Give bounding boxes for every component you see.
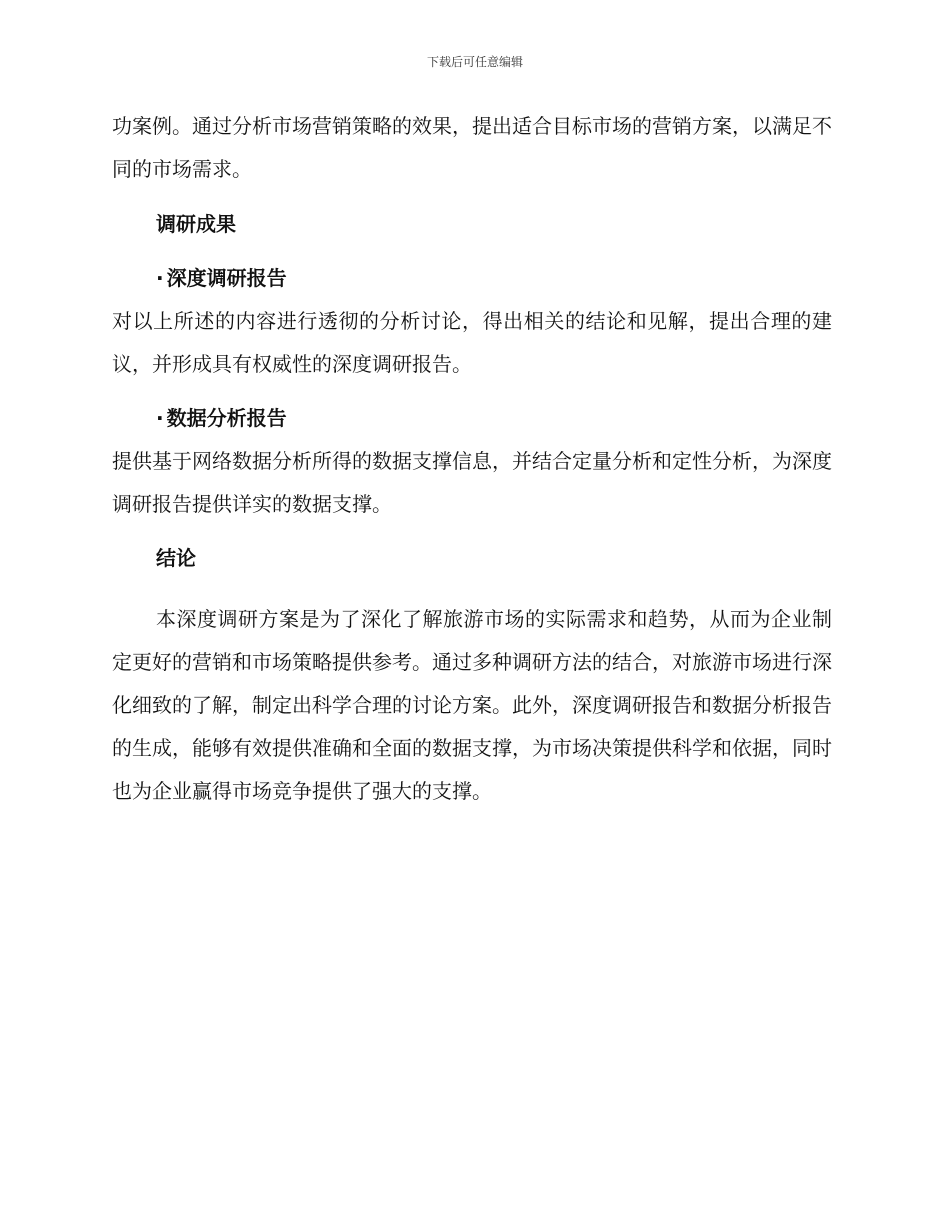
bullet-dot-icon: · bbox=[156, 266, 164, 290]
conclusion-paragraph: 本深度调研方案是为了深化了解旅游市场的实际需求和趋势，从而为企业制定更好的营销和市场策略提供参考。通过多种调研方法的结合，对旅游市场进行深化细致的了解，制定出科学合理的讨论方案。此外，深度调研报告和数据分析报告的生成，能够有效提供准确和全面的数据支撑，为市场决策提供科学和依据，同时也为企业赢得市场竞争提供了强大的支撑。 bbox=[112, 607, 832, 803]
section-title-results: 调研成果 bbox=[156, 212, 236, 236]
item-1-text: 对以上所述的内容进行透彻的分析讨论，得出相关的结论和见解，提出合理的建议，并形成具有权威性的深度调研报告。 bbox=[112, 309, 832, 376]
bullet-dot-icon: · bbox=[156, 406, 164, 430]
results-item-2 bbox=[112, 404, 832, 432]
section-title-conclusion: 结论 bbox=[156, 546, 196, 570]
item-2-heading bbox=[112, 404, 832, 432]
intro-paragraph: 功案例。通过分析市场营销策略的效果，提出适合目标市场的营销方案，以满足不同的市场需求。 bbox=[112, 114, 832, 181]
results-item-1 bbox=[112, 264, 832, 292]
intro-paragraph-block bbox=[112, 105, 832, 191]
conclusion-paragraph-block bbox=[112, 598, 832, 813]
item-2-text: 提供基于网络数据分析所得的数据支撑信息，并结合定量分析和定性分析，为深度调研报告提供详实的数据支撑。 bbox=[112, 449, 832, 516]
page-header-note: 下载后可任意编辑 bbox=[426, 55, 523, 69]
item-1-title: 深度调研报告 bbox=[166, 266, 287, 290]
section-results bbox=[112, 210, 832, 238]
results-item-1-body bbox=[112, 300, 832, 386]
results-item-2-body bbox=[112, 440, 832, 526]
section-conclusion bbox=[112, 544, 832, 572]
item-1-heading bbox=[112, 264, 832, 292]
item-2-title: 数据分析报告 bbox=[166, 406, 287, 430]
